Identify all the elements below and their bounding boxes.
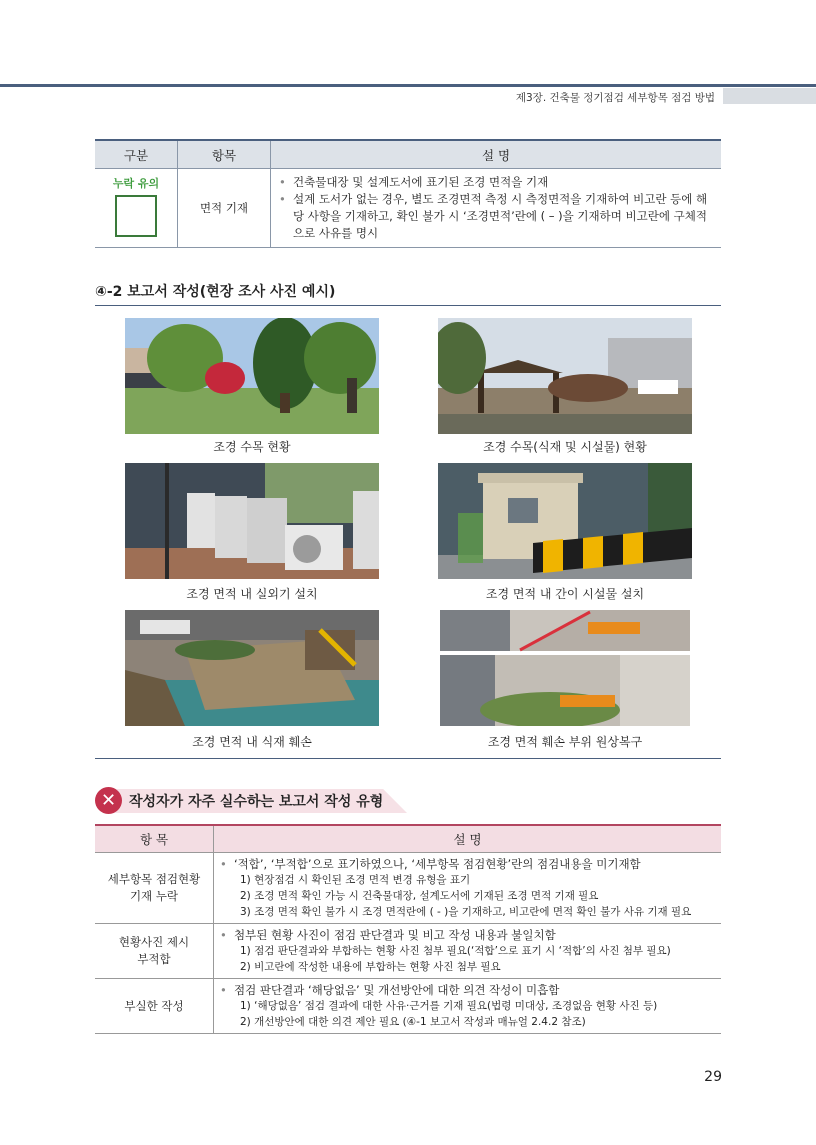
item-label: 세부항목 점검현황	[107, 872, 201, 886]
section-heading: ④-2 보고서 작성(현장 조사 사진 예시)	[95, 284, 336, 300]
sub-point: 2) 개선방안에 대한 의견 제안 필요 (④-1 보고서 작성과 매뉴얼 2.4.2 참조)	[240, 1016, 586, 1028]
item-label: 부실한 작성	[124, 998, 184, 1013]
category-cell	[95, 169, 178, 248]
photo-damaged-planting	[125, 610, 379, 726]
chapter-title: 제3장. 건축물 정기점검 세부항목 점검 방법	[515, 92, 715, 104]
sub-point: 2) 조경 면적 확인 가능 시 건축물대장, 설계도서에 기재된 조경 면적 기재 필요	[240, 890, 599, 902]
sub-point: 1) 점검 판단결과와 부합하는 현황 사진 첨부 필요(‘적합’으로 표기 시 ‘적합’의 사진 첨부 필요)	[240, 945, 671, 957]
photo-landscape-facilities	[438, 318, 692, 434]
photo-landscape-trees	[125, 318, 379, 434]
item-label: 기재 누락	[129, 889, 179, 903]
col-header-description: 설 명	[214, 825, 722, 853]
description-bullet: • 설계 도서가 없는 경우, 별도 조경면적 측정 시 측정면적을 기재하여 비고란 등에 해당 사항을 기재하고, 확인 불가 시 ‘조경면적’란에 ( – )을 기재하며 비고란에 구체적으로 사유를 명시	[279, 191, 717, 242]
photo-caption: 조경 면적 내 실외기 설치	[186, 587, 318, 601]
table-row	[95, 924, 721, 979]
description-cell	[214, 924, 722, 979]
table-row	[95, 169, 721, 248]
sub-point: 1) 현장점검 시 확인된 조경 면적 변경 유형을 표기	[240, 874, 471, 886]
section-rule	[95, 758, 721, 759]
sub-point: 1) ‘해당없음’ 점검 결과에 대한 사유·근거를 기재 필요(법령 미대상, 조경없음 현황 사진 등)	[240, 1000, 658, 1012]
col-header-category: 구분	[95, 140, 178, 169]
photo-caption: 조경 수목(식재 및 시설물) 현황	[483, 440, 647, 454]
checkbox-icon	[115, 195, 157, 237]
item-label: 부적합	[137, 952, 171, 966]
main-point: • ‘적합’, ‘부적합’으로 표기하였으나, ‘세부항목 점검현황’란의 점검내용을 미기재함	[220, 856, 717, 872]
page-number: 29	[704, 1069, 722, 1085]
description-cell	[271, 169, 722, 248]
col-header-description: 설 명	[271, 140, 722, 169]
photo-simple-structure	[438, 463, 692, 579]
chapter-tab	[723, 88, 816, 104]
col-header-item: 항 목	[95, 825, 214, 853]
photo-outdoor-units	[125, 463, 379, 579]
table-row	[95, 979, 721, 1034]
photo-caption: 조경 면적 내 식재 훼손	[192, 735, 312, 749]
landscape-area-table	[95, 139, 721, 248]
item-label: 현황사진 제시	[118, 935, 190, 949]
item-cell	[95, 853, 214, 924]
table-row	[95, 853, 721, 924]
omission-caution-label: 누락 유의	[112, 177, 160, 190]
item-cell: 면적 기재	[178, 169, 271, 248]
mistakes-table	[95, 824, 721, 1034]
sub-point: 2) 비고란에 작성한 내용에 부합하는 현황 사진 첨부 필요	[240, 961, 501, 973]
photo-caption: 조경 면적 훼손 부위 원상복구	[487, 735, 643, 749]
description-bullet: • 건축물대장 및 설계도서에 표기된 조경 면적을 기재	[279, 174, 717, 191]
item-cell	[95, 924, 214, 979]
photo-caption: 조경 수목 현황	[213, 440, 291, 454]
col-header-item: 항목	[178, 140, 271, 169]
main-point: • 점검 판단결과 ‘해당없음’ 및 개선방안에 대한 의견 작성이 미흡함	[220, 982, 717, 998]
header-rule	[0, 84, 816, 87]
photo-restored-area	[440, 610, 690, 726]
item-cell	[95, 979, 214, 1034]
main-point: • 첨부된 현황 사진이 점검 판단결과 및 비고 작성 내용과 불일치함	[220, 927, 717, 943]
mistakes-banner	[95, 787, 420, 814]
photo-caption: 조경 면적 내 간이 시설물 설치	[485, 587, 645, 601]
description-cell	[214, 979, 722, 1034]
sub-point: 3) 조경 면적 확인 불가 시 조경 면적란에 ( - )을 기재하고, 비고란에 면적 확인 불가 사유 기재 필요	[240, 906, 692, 918]
section-rule	[95, 305, 721, 306]
mistakes-title: 작성자가 자주 실수하는 보고서 작성 유형	[129, 794, 384, 810]
x-mark-icon: ✕	[95, 787, 122, 814]
description-cell	[214, 853, 722, 924]
